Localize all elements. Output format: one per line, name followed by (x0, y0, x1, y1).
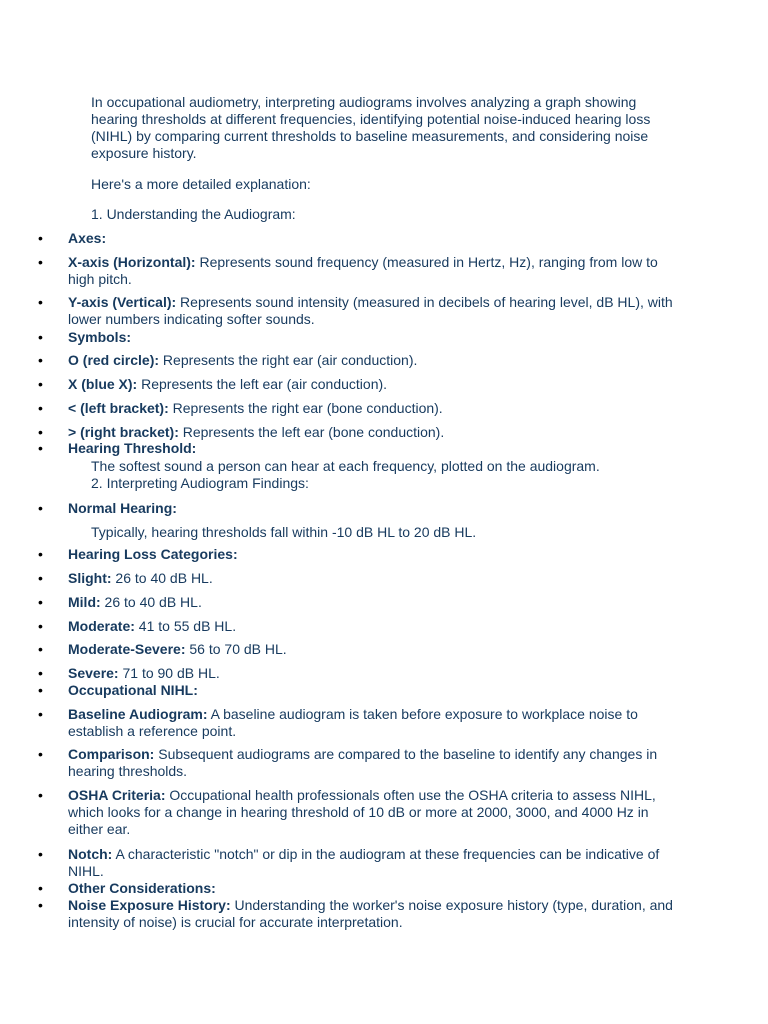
item-label: Symbols: (68, 329, 132, 345)
item-label: X-axis (Horizontal): (68, 254, 196, 270)
item-label: Slight: (68, 570, 112, 586)
item-label: Notch: (68, 846, 113, 862)
item-label: < (left bracket): (68, 400, 169, 416)
bullet-icon: • (38, 570, 43, 586)
list-item-occupational-nihl (38, 682, 683, 699)
item-label: Moderate: (68, 618, 135, 634)
list-item-blue-x (38, 376, 683, 393)
item-label: Baseline Audiogram: (68, 706, 208, 722)
list-item-comparison (38, 746, 683, 780)
section-heading-findings: 2. Interpreting Audiogram Findings: (91, 475, 309, 491)
bullet-icon: • (38, 594, 43, 610)
bullet-icon: • (38, 230, 43, 246)
item-text: Understanding the worker's noise exposure history (type, duration, and intensity of noise) is crucial for accurate interpretation. (68, 897, 673, 930)
list-item-mild (38, 594, 683, 611)
list-item-severe (38, 665, 683, 682)
list-item-symbols (38, 329, 683, 346)
item-text: 26 to 40 dB HL. (100, 594, 202, 610)
item-text: Occupational health professionals often use the OSHA criteria to assess NIHL, which looks for a change in hearing threshold of 10 dB or more at 2000, 3000, and 4000 Hz in either ear. (68, 787, 656, 837)
list-item-normal-hearing (38, 500, 683, 517)
bullet-icon: • (38, 706, 43, 722)
bullet-icon: • (38, 329, 43, 345)
bullet-icon: • (38, 787, 43, 803)
bullet-icon: • (38, 641, 43, 657)
list-item-x-axis (38, 254, 683, 288)
section-heading-understanding: 1. Understanding the Audiogram: (91, 206, 296, 222)
item-text: 56 to 70 dB HL. (185, 641, 287, 657)
bullet-icon: • (38, 440, 43, 456)
list-item-osha-criteria (38, 787, 683, 838)
bullet-icon: • (38, 400, 43, 416)
list-item-axes (38, 230, 683, 247)
list-item-loss-categories (38, 546, 683, 563)
item-text: 71 to 90 dB HL. (118, 665, 220, 681)
item-label: O (red circle): (68, 352, 160, 368)
item-text: Represents sound intensity (measured in decibels of hearing level, dB HL), with lower numbers indicating softer sounds. (68, 294, 673, 327)
list-item-red-circle (38, 352, 683, 369)
list-item-notch (38, 846, 683, 880)
item-label: Y-axis (Vertical): (68, 294, 177, 310)
item-label: Occupational NIHL: (68, 682, 198, 698)
bullet-icon: • (38, 880, 43, 896)
item-text: Subsequent audiograms are compared to the baseline to identify any changes in hearing thresholds. (68, 746, 658, 779)
item-text: 26 to 40 dB HL. (111, 570, 213, 586)
item-label: Comparison: (68, 746, 155, 762)
normal-hearing-text: Typically, hearing thresholds fall within -10 dB HL to 20 dB HL. (91, 524, 477, 540)
list-item-noise-exposure-history (38, 897, 683, 931)
item-text: Represents the left ear (air conduction). (137, 376, 388, 392)
item-label: Mild: (68, 594, 101, 610)
bullet-icon: • (38, 897, 43, 913)
item-label: OSHA Criteria: (68, 787, 166, 803)
bullet-icon: • (38, 618, 43, 634)
list-item-other-considerations (38, 880, 683, 897)
bullet-icon: • (38, 352, 43, 368)
bullet-icon: • (38, 254, 43, 270)
item-label: Axes: (68, 230, 107, 246)
item-label: Severe: (68, 665, 119, 681)
list-item-right-bracket (38, 424, 683, 441)
list-item-moderate-severe (38, 641, 683, 658)
list-item-moderate (38, 618, 683, 635)
bullet-icon: • (38, 682, 43, 698)
list-item-left-bracket (38, 400, 683, 417)
bullet-icon: • (38, 546, 43, 562)
item-label: Moderate-Severe: (68, 641, 186, 657)
item-label: Normal Hearing: (68, 500, 177, 516)
item-label: > (right bracket): (68, 424, 179, 440)
item-label: Other Considerations: (68, 880, 216, 896)
threshold-definition: The softest sound a person can hear at each frequency, plotted on the audiogram. (91, 458, 600, 474)
item-text: Represents sound frequency (measured in Hertz, Hz), ranging from low to high pitch. (68, 254, 658, 287)
bullet-icon: • (38, 500, 43, 516)
list-item-slight (38, 570, 683, 587)
bullet-icon: • (38, 665, 43, 681)
list-item-hearing-threshold (38, 440, 683, 457)
item-text: 41 to 55 dB HL. (134, 618, 237, 634)
list-item-y-axis (38, 294, 683, 328)
bullet-icon: • (38, 376, 43, 392)
bullet-icon: • (38, 846, 43, 862)
bullet-icon: • (38, 424, 43, 440)
lead-paragraph: Here's a more detailed explanation: (91, 176, 311, 192)
item-label: Hearing Loss Categories: (68, 546, 238, 562)
item-label: Hearing Threshold: (68, 440, 197, 456)
item-label: Noise Exposure History: (68, 897, 231, 913)
item-text: Represents the left ear (bone conduction). (178, 424, 445, 440)
item-text: A characteristic "notch" or dip in the audiogram at these frequencies can be indicative of NIHL. (68, 846, 660, 879)
intro-paragraph: In occupational audiometry, interpreting audiograms involves analyzing a graph showing hearing thresholds at different frequencies, identifying potential noise-induced hearing loss (NIHL) by comparing current thresholds to baseline measurements, and considering noise exposure history. (91, 94, 651, 161)
item-text: A baseline audiogram is taken before exposure to workplace noise to establish a reference point. (68, 706, 638, 739)
item-label: X (blue X): (68, 376, 138, 392)
item-text: Represents the right ear (air conduction). (159, 352, 418, 368)
list-item-baseline-audiogram (38, 706, 683, 740)
bullet-icon: • (38, 294, 43, 310)
item-text: Represents the right ear (bone conduction). (168, 400, 443, 416)
bullet-icon: • (38, 746, 43, 762)
